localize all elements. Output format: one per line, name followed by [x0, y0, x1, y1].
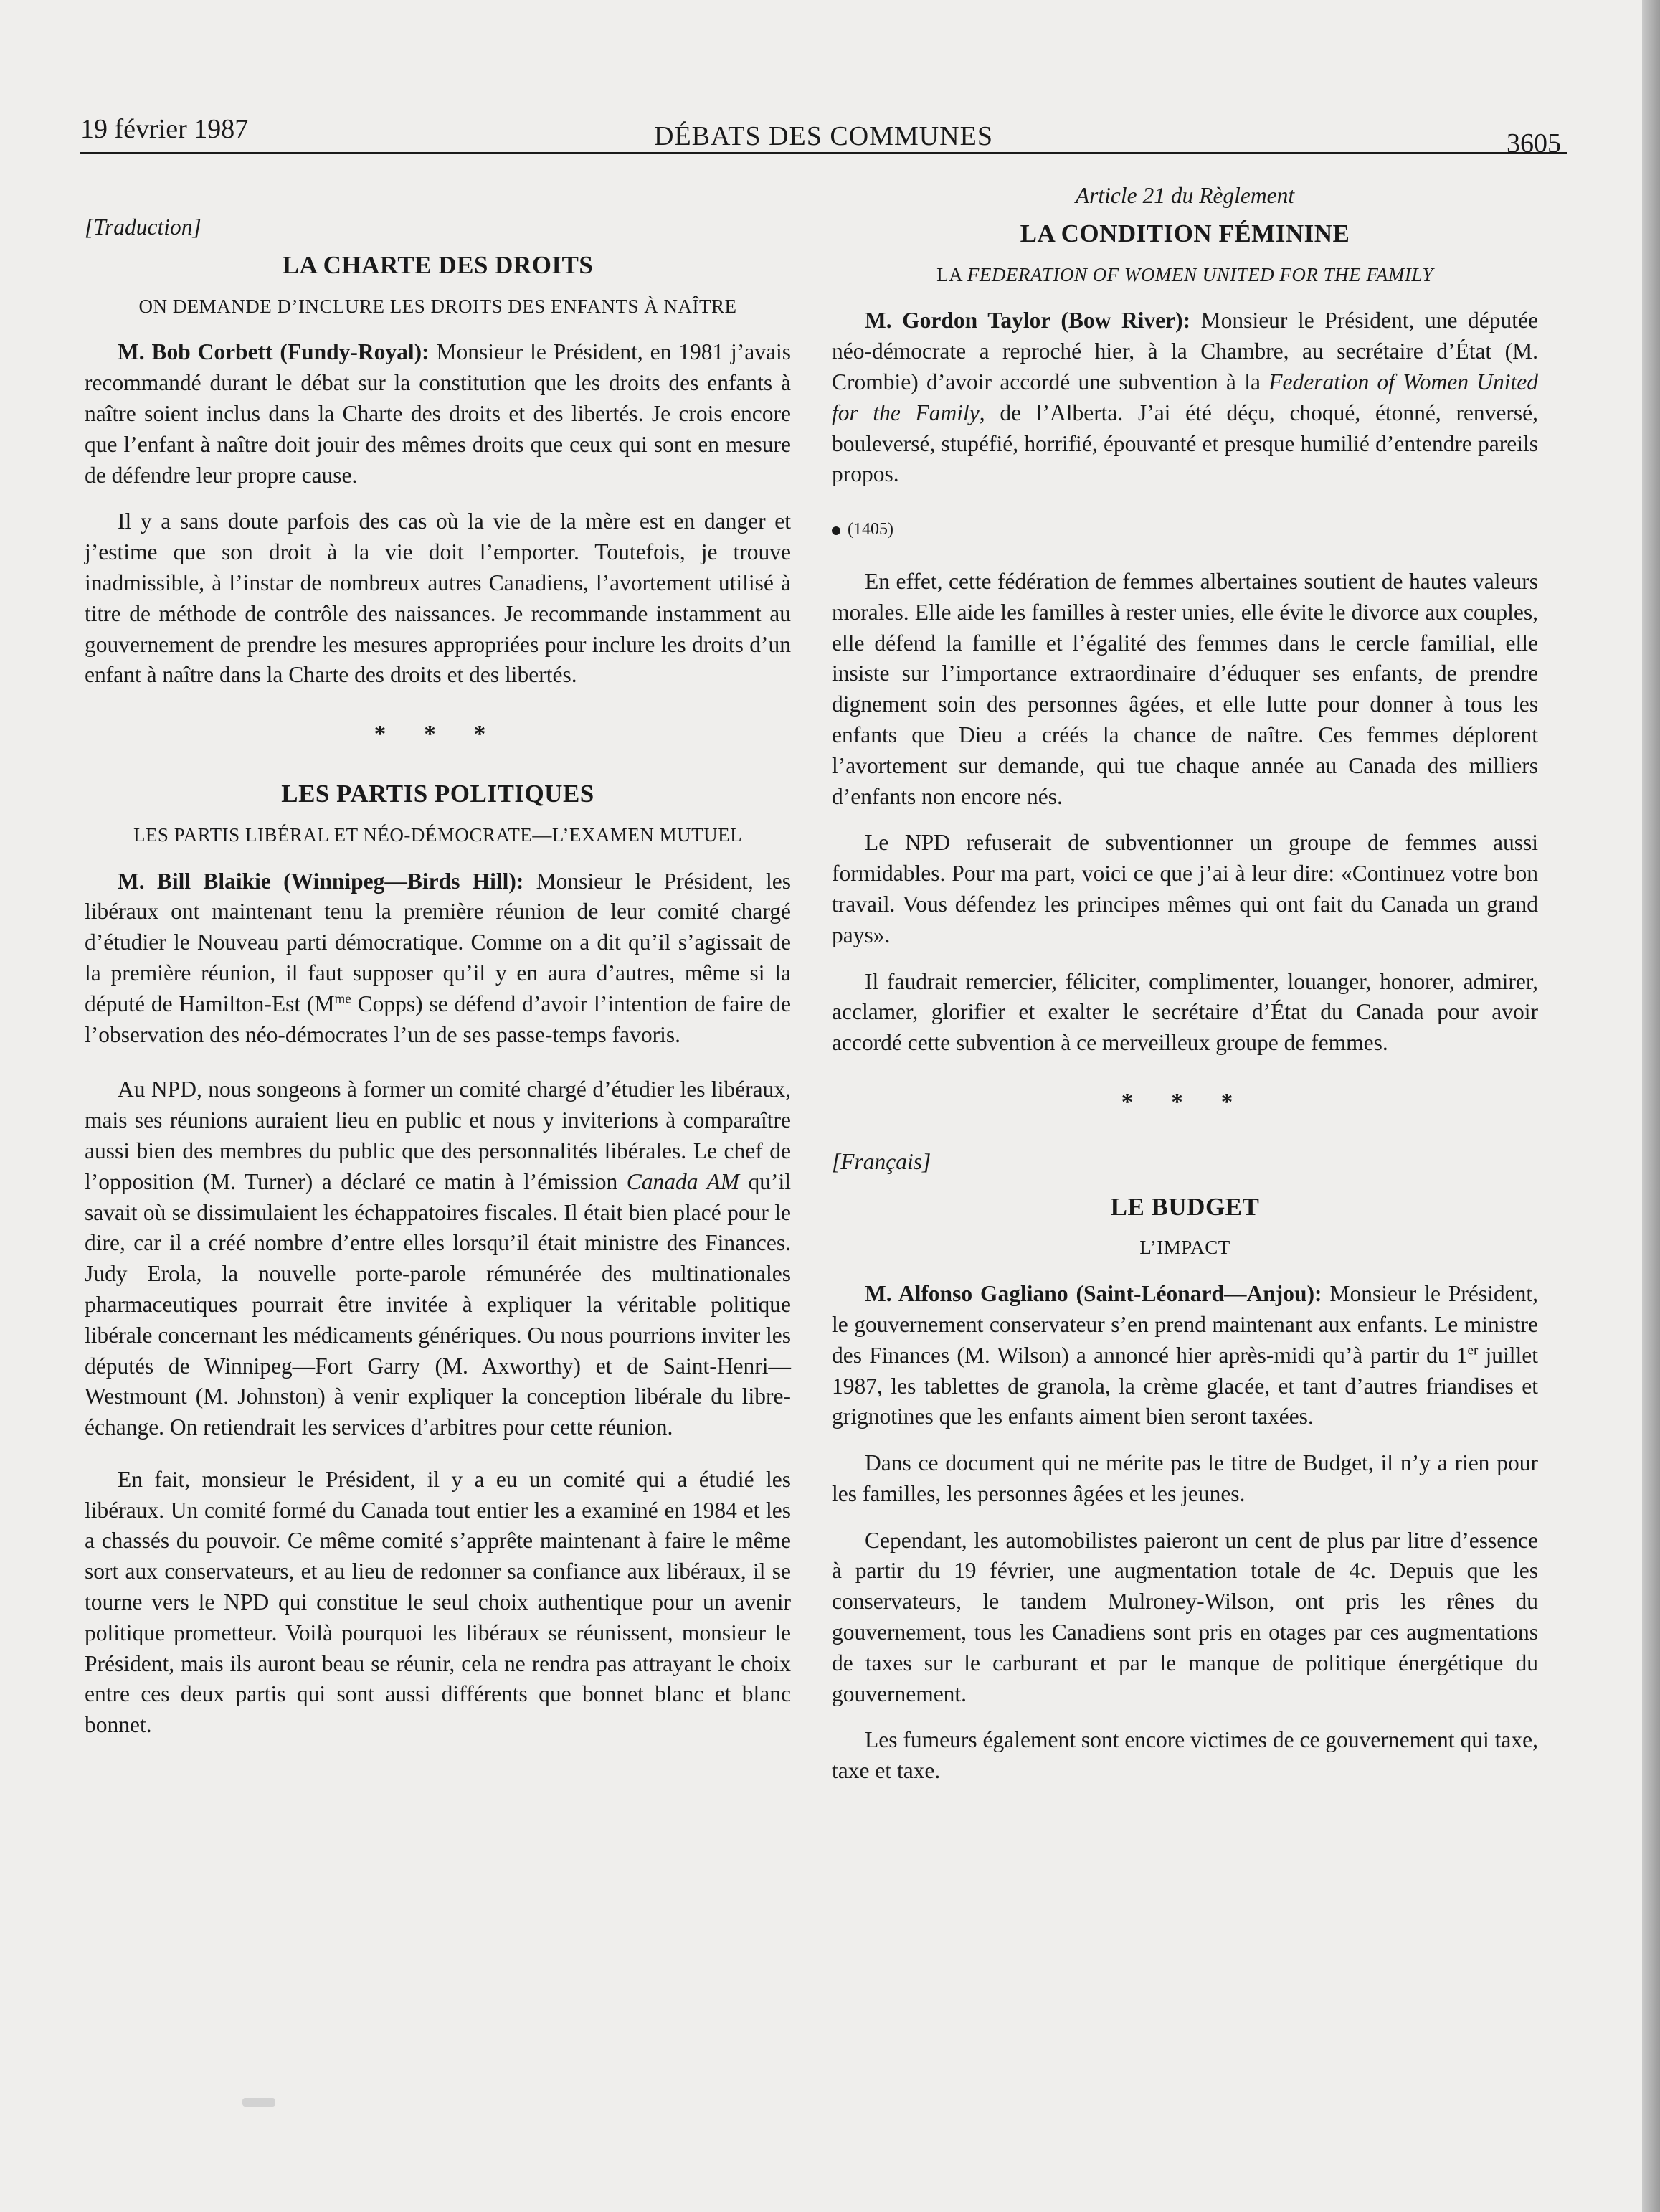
right-column: [832, 181, 1538, 1787]
print-smudge: [242, 2098, 275, 2107]
header-title: DÉBATS DES COMMUNES: [654, 121, 993, 151]
header-date: 19 février 1987: [80, 114, 249, 144]
section-subtitle-charte: ON DEMANDE D’INCLURE LES DROITS DES ENFANTS À NAÎTRE: [138, 295, 737, 317]
paragraph-gagliano-4: Les fumeurs également sont encore victimes de ce gouvernement qui taxe, taxe et taxe.: [832, 1727, 1538, 1784]
paragraph-gagliano-2: Dans ce document qui ne mérite pas le titre de Budget, il n’y a rien pour les familles, les personnes âgées et les jeunes.: [832, 1450, 1538, 1506]
section-title-budget: LE BUDGET: [1110, 1192, 1260, 1221]
page-header: [80, 109, 1567, 159]
speaker-corbett: M. Bob Corbett (Fundy-Royal):: [118, 339, 430, 365]
rule-tag: Article 21 du Règlement: [1075, 183, 1295, 208]
paragraph-gagliano-3: Cependant, les automobilistes paieront un cent de plus par litre d’essence à partir du 19 février, une augmentation totale de 4c. Depuis que les conservateurs, le tandem Mulroney-Wilson, ont pris les rênes du gouvernement, tous les Canadiens sont pris en otages par ces augmentations de taxes sur le carburant et par le manque de politique énergétique du gouvernement.: [832, 1527, 1538, 1706]
speaker-blaikie: M. Bill Blaikie (Winnipeg—Birds Hill):: [118, 868, 524, 894]
section-title-partis: LES PARTIS POLITIQUES: [281, 779, 594, 808]
translation-tag: [Traduction]: [85, 214, 201, 240]
paragraph-corbett-2: Il y a sans doute parfois des cas où la vie de la mère est en danger et j’estime que son droit à la vie doit l’emporter. Toutefois, je trouve inadmissible, à l’instar de nombreux autres Canadiens, l’avortement utilisé à titre de méthode de contrôle des naissances. Je recommande instamment au gouvernement de prendre les mesures appropriées pour inclure les droits d’un enfant à naître dans la Charte des droits et des libertés.: [85, 509, 791, 688]
section-separator: * * *: [374, 721, 502, 748]
section-separator: * * *: [1121, 1088, 1249, 1115]
section-subtitle-budget: L’IMPACT: [1139, 1237, 1230, 1259]
bullet-icon: [832, 526, 840, 535]
section-title-charte: LA CHARTE DES DROITS: [282, 250, 594, 279]
paragraph-gagliano-1: M. Alfonso Gagliano (Saint-Léonard—Anjou): Monsieur le Président, le gouvernement conservateur s’en prend maintenant aux enfants. Le ministre des Finances (M. Wilson) a annoncé hier après-midi qu’à partir du 1er juillet 1987, les tablettes de granola, la crème glacée, et tant d’autres friandises et grignotines que les enfants aiment bien seront taxées.: [832, 1281, 1538, 1429]
speaker-gagliano: M. Alfonso Gagliano (Saint-Léonard—Anjou):: [865, 1281, 1322, 1307]
left-column: [85, 179, 791, 1741]
paragraph-taylor-3: Le NPD refuserait de subventionner un groupe de femmes aussi formidables. Pour ma part, voici ce que j’ai à leur dire: «Continuez votre bon travail. Vous défendez les principes mêmes qui ont fait du Canada un grand pays».: [832, 830, 1538, 947]
speaker-taylor: M. Gordon Taylor (Bow River):: [865, 308, 1191, 334]
page-number: 3605: [1507, 128, 1561, 159]
section-subtitle-condition: LA FEDERATION OF WOMEN UNITED FOR THE FAMILY: [936, 263, 1433, 285]
french-tag: [Français]: [832, 1148, 931, 1174]
paragraph-taylor-2: En effet, cette fédération de femmes albertaines soutient de hautes valeurs morales. Elle aide les familles à rester unies, elle évite le divorce aux couples, elle défend la famille et l’égalité des femmes dans le cercle familial, elle insiste sur l’importance extraordinaire d’éduquer ses enfants, de prendre dignement soin des personnes âgées, et elle lutte pour donner à tous les enfants que Dieu a créés la chance de naître. Ces femmes déplorent l’avortement sur demande, qui tue chaque année au Canada des milliers d’enfants non encore nés.: [832, 568, 1538, 809]
paragraph-taylor-1: M. Gordon Taylor (Bow River): Monsieur le Président, une députée néo-démocrate a reproché hier, à la Chambre, au secrétaire d’État (M. Crombie) d’avoir accordé une subvention à la Federation of Women United for the Family, de l’Alberta. J’ai été déçu, choqué, étonné, renversé, bouleversé, stupéfié, horrifié, épouvanté et presque humilié d’entendre pareils propos.: [832, 308, 1539, 487]
paragraph-corbett-1: M. Bob Corbett (Fundy-Royal): Monsieur le Président, en 1981 j’avais recommandé durant le débat sur la constitution que les droits des enfants à naître soient inclus dans la Charte des droits et des libertés. Je crois encore que l’enfant à naître doit jouir des mêmes droits que ceux qui sont en mesure de défendre leur propre cause.: [85, 339, 792, 488]
paragraph-blaikie-2: Au NPD, nous songeons à former un comité chargé d’étudier les libéraux, mais ses réunions auraient lieu en public et nous y inviterions à comparaître aussi bien des membres du public que des personnalités libérales. Le chef de l’opposition (M. Turner) a déclaré ce matin à l’émission Canada AM qu’il savait où se dissimulaient les échappatoires fiscales. Il était bien placé pour le dire, car il a créé nombre d’entre elles lorsqu’il était ministre des Finances. Judy Erola, la nouvelle porte-parole rémunérée des multinationales pharmaceutiques pourrait être invitée à expliquer la véritable politique libérale concernant les médicaments génériques. Ou nous pourrions inviter les députés de Winnipeg—Fort Garry (M. Axworthy) et de Saint-Henri—Westmount (M. Johnston) à venir expliquer la conception libérale du libre-échange. On retiendrait les services d’arbitres pour cette réunion.: [85, 1077, 791, 1440]
page-edge: [1642, 0, 1660, 2212]
paragraph-blaikie-3: En fait, monsieur le Président, il y a eu un comité qui a étudié les libéraux. Un comité formé du Canada tout entier les a examiné en 1984 et les a chassés du pouvoir. Ce même comité s’apprête maintenant à faire le même sort aux conservateurs, et au lieu de redonner sa confiance aux libéraux, il se tourne vers le NPD qui constitue le seul choix authentique pour un avenir politique prometteur. Voilà pourquoi les libéraux se réunissent, monsieur le Président, mais ils auront beau se réunir, cela ne rendra pas attrayant le choix entre ces deux partis qui sont aussi différents que bonnet blanc et blanc bonnet.: [85, 1466, 791, 1738]
section-subtitle-partis: LES PARTIS LIBÉRAL ET NÉO-DÉMOCRATE—L’EXAMEN MUTUEL: [133, 823, 743, 846]
paragraph-blaikie-1: M. Bill Blaikie (Winnipeg—Birds Hill): Monsieur le Président, les libéraux ont maintenant tenu la première réunion de leur comité chargé d’étudier le Nouveau parti démocratique. Comme on a dit qu’il s’agissait de la première réunion, il faut supposer qu’il y en aura d’autres, même si la député de Hamilton-Est ($M^{me}$ Copps) se défend d’avoir l’intention de faire de l’observation des néo-démocrates l’un de ses passe-temps favoris.: [85, 868, 792, 1047]
section-title-condition: LA CONDITION FÉMININE: [1020, 219, 1350, 247]
timestamp: (1405): [832, 514, 1538, 545]
paragraph-taylor-4: Il faudrait remercier, féliciter, complimenter, louanger, honorer, admirer, acclamer, glorifier et exalter le secrétaire d’État du Canada pour avoir accordé cette subvention à ce merveilleux groupe de femmes.: [832, 968, 1538, 1056]
